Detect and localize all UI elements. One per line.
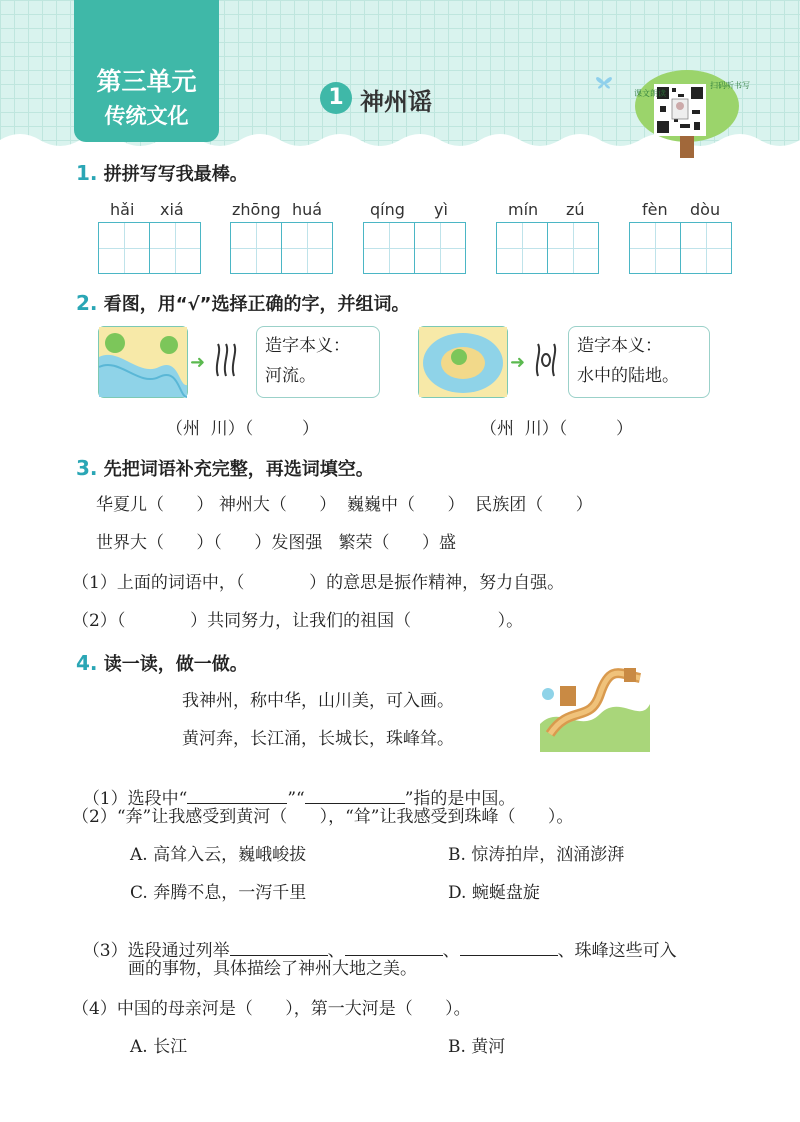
meaning-card-1-label: 造字本义： xyxy=(265,336,350,356)
q4-option-c[interactable]: C. 奔腾不息，一泻千里 xyxy=(130,883,307,903)
q3-sub-question-2[interactable]: （2）（ ）共同努力，让我们的祖国（ ）。 xyxy=(72,611,524,631)
q4-option-b[interactable]: B. 惊涛拍岸，汹涌澎湃 xyxy=(448,845,625,865)
q4-sub3-sep-1: 、 xyxy=(327,941,345,961)
river-picture xyxy=(98,326,188,398)
q4-sub3-suffix: 、珠峰这些可入 xyxy=(557,941,677,961)
chuan-ancient-glyph-icon xyxy=(214,342,238,378)
q4-sub-question-4[interactable]: （4）中国的母亲河是（ ），第一大河是（ ）。 xyxy=(72,999,471,1019)
meaning-card-1-value: 河流。 xyxy=(265,366,316,386)
lesson-number-badge: 1 xyxy=(320,82,352,114)
writing-box-9[interactable] xyxy=(629,222,681,274)
choice-row-2[interactable]: （州 川）（ ） xyxy=(480,419,633,439)
question-3-number: 3. xyxy=(76,456,98,480)
meaning-card-2 xyxy=(568,326,710,398)
question-3-title: 先把词语补充完整，再选词填空。 xyxy=(103,459,374,480)
qr-caption-right: 扫码听书写 xyxy=(710,81,750,90)
question-4-number: 4. xyxy=(76,651,98,675)
writing-box-7[interactable] xyxy=(496,222,548,274)
great-wall-picture xyxy=(540,664,650,752)
question-2-title: 看图，用“√”选择正确的字，并组词。 xyxy=(103,294,410,315)
q4-sub1-prefix: （1）选段中“ xyxy=(82,789,188,809)
q4-sub3-continuation: 画的事物，具体描绘了神州大地之美。 xyxy=(128,959,417,979)
pinyin-dou: dòu xyxy=(690,200,721,219)
lesson-title: 神州谣 xyxy=(360,88,432,116)
pinyin-hai: hǎi xyxy=(110,200,135,219)
zhou-ancient-glyph-icon xyxy=(534,342,558,378)
q3-word-row-1[interactable]: 华夏儿（ ） 神州大（ ） 巍巍中（ ） 民族团（ ） xyxy=(96,495,593,515)
poem-line-2: 黄河奔，长江涌，长城长，珠峰耸。 xyxy=(182,729,454,749)
arrow-icon-2: ➜ xyxy=(510,352,526,373)
question-3-heading xyxy=(76,455,374,481)
pinyin-qing: qíng xyxy=(370,200,405,219)
q4-sub-question-2[interactable]: （2）“奔”让我感受到黄河（ ），“耸”让我感受到珠峰（ ）。 xyxy=(72,807,574,827)
pinyin-xia: xiá xyxy=(160,200,184,219)
question-2-heading xyxy=(76,290,409,316)
meaning-card-2-label: 造字本义： xyxy=(577,336,662,356)
island-picture xyxy=(418,326,508,398)
question-1-title: 拼拼写写我最棒。 xyxy=(103,164,248,185)
q4-sub3-prefix: （3）选段通过列举 xyxy=(82,941,230,961)
q4-sub3-blank-3[interactable] xyxy=(460,939,558,956)
q4-sub1-separator: ”“ xyxy=(287,789,305,809)
meaning-card-1 xyxy=(256,326,380,398)
pinyin-min: mín xyxy=(508,200,539,219)
unit-subtitle: 传统文化 xyxy=(104,104,189,128)
q4-sub3-sep-2: 、 xyxy=(442,941,460,961)
writing-box-5[interactable] xyxy=(363,222,415,274)
q4-option-a[interactable]: A. 高耸入云，巍峨峻拔 xyxy=(130,845,307,865)
question-2-number: 2. xyxy=(76,291,98,315)
question-1-number: 1. xyxy=(76,161,98,185)
writing-box-6[interactable] xyxy=(414,222,466,274)
pinyin-zu: zú xyxy=(566,200,585,219)
writing-box-1[interactable] xyxy=(98,222,150,274)
arrow-icon-1: ➜ xyxy=(190,352,206,373)
pinyin-hua: huá xyxy=(292,200,323,219)
question-4-heading xyxy=(76,650,248,676)
q4-option-d[interactable]: D. 蜿蜒盘旋 xyxy=(448,883,540,903)
q4-sub4-option-a[interactable]: A. 长江 xyxy=(130,1037,188,1057)
writing-box-2[interactable] xyxy=(149,222,201,274)
writing-box-10[interactable] xyxy=(680,222,732,274)
q3-sub-question-1[interactable]: （1）上面的词语中，（ ）的意思是振作精神，努力自强。 xyxy=(72,573,565,593)
writing-box-8[interactable] xyxy=(547,222,599,274)
meaning-card-2-value: 水中的陆地。 xyxy=(577,366,679,386)
q4-sub1-suffix: ”指的是中国。 xyxy=(404,789,516,809)
pinyin-zhong: zhōng xyxy=(232,200,281,219)
unit-title: 第三单元 xyxy=(96,67,197,96)
question-1-heading xyxy=(76,160,248,186)
qr-tree-icon[interactable] xyxy=(632,66,750,160)
poem-line-1: 我神州，称中华，山川美，可入画。 xyxy=(182,691,454,711)
qr-caption-left: 课文朗读 xyxy=(634,89,666,98)
q4-sub4-option-b[interactable]: B. 黄河 xyxy=(448,1037,506,1057)
writing-box-4[interactable] xyxy=(281,222,333,274)
writing-box-3[interactable] xyxy=(230,222,282,274)
unit-tab xyxy=(74,0,219,142)
butterfly-icon xyxy=(592,72,616,92)
question-4-title: 读一读，做一做。 xyxy=(103,654,248,675)
choice-row-1[interactable]: （州 川）（ ） xyxy=(166,419,319,439)
pinyin-yi: yì xyxy=(434,200,448,219)
pinyin-fen: fèn xyxy=(642,200,668,219)
q3-word-row-2[interactable]: 世界大（ ）（ ）发图强 繁荣（ ）盛 xyxy=(96,533,456,553)
